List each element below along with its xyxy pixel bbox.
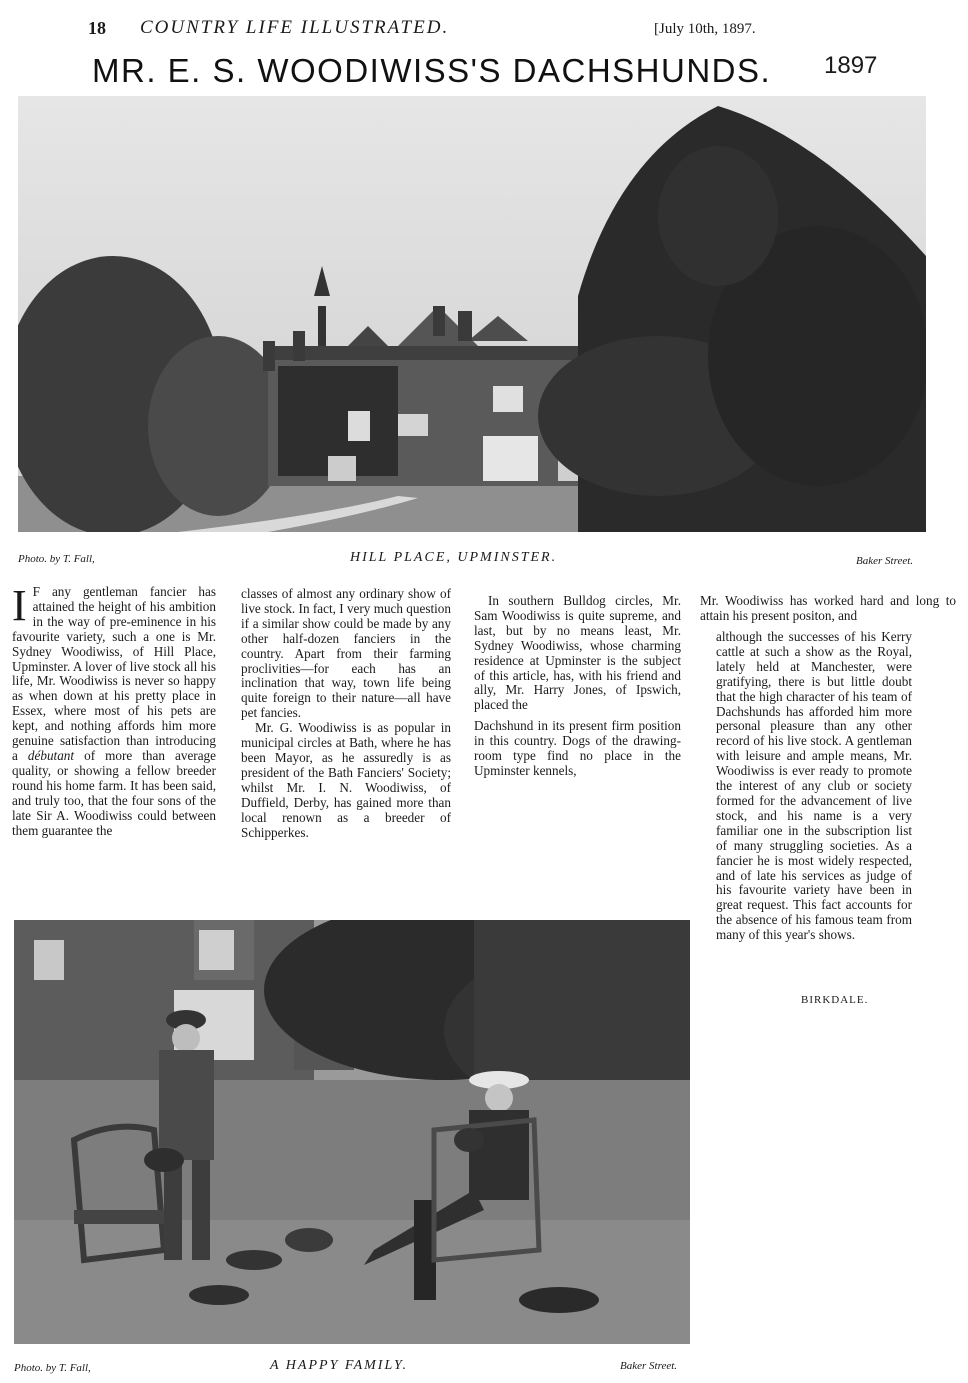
column-1	[12, 581, 217, 838]
column-2	[241, 587, 451, 840]
page-number: 18	[88, 18, 106, 38]
col1-italic-word: débutant	[27, 747, 75, 763]
col2-paragraph-2: Mr. G. Woodiwiss is as popular in municipal circles at Bath, where he has been Mayor, as he assuredly is as president of the Bath Fanciers' Society; whilst Mr. I. N. Woodiwiss, of Duffield, Derby, has gained more than local renown as a breeder of Schipperkes.	[241, 720, 451, 840]
house-photo	[18, 96, 926, 532]
photo-credit-top-right: Baker Street.	[856, 555, 914, 567]
col1-text-a: F any gentleman fancier has attained the height of his ambition in the way of pre-eminence in his favourite variety, such a one is Mr. Sydney Woodiwiss, of Hill Place, Upminster. A lover of live stock all his life, Mr. Woodiwiss is never so happy as when down at his pretty place in Essex, where most of his pets are kept, and nothing affords him more genuine satisfaction than introducing a	[12, 584, 216, 763]
col1-text-b: of more than average quality, or showing a fellow breeder round his home farm. It has been said, and truly too, that the four sons of the late Sir A. Woodiwiss could between them guarantee the	[12, 747, 217, 838]
col3-paragraph-2: Dachshund in its present firm position in this country. Dogs of the drawing-room type find no place in the Upminster kennels,	[474, 718, 681, 778]
column-3	[474, 594, 681, 779]
caption-hill-place: HILL PLACE, UPMINSTER.	[350, 550, 558, 565]
col4-paragraph-0: Mr. Woodiwiss has worked hard and long to attain his present positon, and	[700, 593, 956, 623]
photo-credit-top-left: Photo. by T. Fall,	[18, 553, 95, 565]
family-photo	[14, 920, 690, 1344]
author-signature: BIRKDALE.	[801, 994, 869, 1006]
col3-paragraph-1: In southern Bulldog circles, Mr. Sam Woodiwiss is quite supreme, and last, but by no means least, Mr. Sydney Woodiwiss, whose charming residence at Upminster is the subject of this article, has, with his friend and ally, Mr. Harry Jones, of Ipswich, placed the	[474, 593, 681, 713]
magazine-title: COUNTRY LIFE ILLUSTRATED.	[140, 17, 450, 38]
photo-credit-bottom-left: Photo. by T. Fall,	[14, 1362, 91, 1374]
col2-paragraph-1: classes of almost any ordinary show of live stock. In fact, I very much question if a similar show could be made by any other half-dozen fanciers in the country. Apart from their farming proclivities—for each has an inclination that way, town life being quite foreign to their nature—all have pet fancies.	[241, 586, 451, 721]
year-stamp: 1897	[824, 52, 878, 79]
column-4-top	[700, 594, 956, 624]
caption-happy-family: A HAPPY FAMILY.	[270, 1358, 408, 1373]
column-4	[716, 630, 912, 943]
drop-cap: I	[12, 581, 27, 630]
issue-date: [July 10th, 1897.	[654, 21, 756, 37]
article-title: MR. E. S. WOODIWISS'S DACHSHUNDS.	[92, 52, 772, 89]
col4-paragraph-1: although the successes of his Kerry cattle at such a show as the Royal, lately held at Manchester, were gratifying, there is but little doubt that the high character of his team of Dachshunds has afforded him more personal pleasure than any other record of his live stock. A gentleman with leisure and ample means, Mr. Woodiwiss is ever ready to promote the interest of any club or society formed for the advancement of live stock, and his name is a very familiar one in the subscription list of many struggling societies. As a fancier he is most widely respected, and of late his services as judge of his favourite variety have been in great request. This fact accounts for the absence of his famous team from many of this year's shows.	[716, 629, 912, 943]
photo-credit-bottom-right: Baker Street.	[620, 1360, 678, 1372]
